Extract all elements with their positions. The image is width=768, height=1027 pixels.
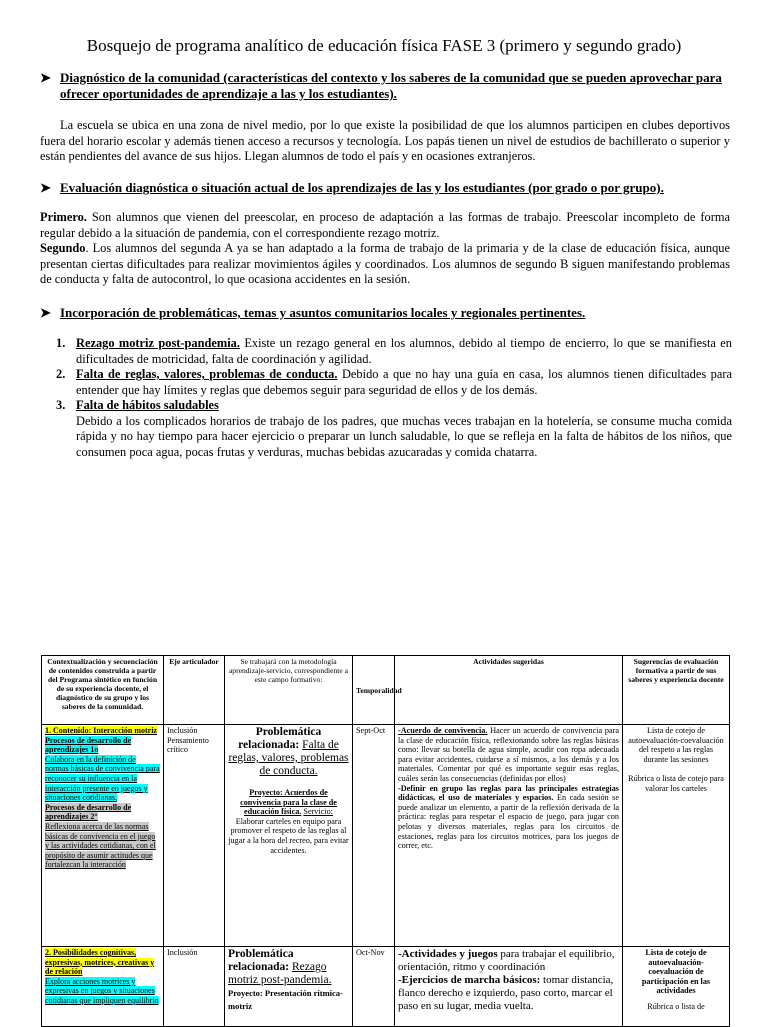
- cell-temporalidad: Oct-Nov: [353, 947, 395, 1027]
- header-contextualizacion: Contextualización y secuenciación de contenidos construida a partir del Programa sintético en función de su experiencia docente, el diagnóstico de su grupo y los saberes de la comunidad.: [42, 656, 164, 725]
- header-actividades: Actividades sugeridas: [395, 656, 623, 725]
- segundo-paragraph: Segundo. Los alumnos del segunda A ya se han adaptado a la forma de trabajo de la primaria y de la clase de educación física, aunque presentan ciertas dificultades para realizar movimientos ágiles y coordinados. Los alumnos de segundo B siguen manifestando problemas de conducta y falta de autocontrol, lo que ocasiona accidentes en la sesión.: [40, 241, 730, 286]
- program-table: [41, 655, 730, 1027]
- list-item: 1. Rezago motriz post-pandemia. Existe un rezago general en los alumnos, debido al tiempo de encierro, lo que se manifiesta en dificultades de motricidad, falta de coordinación y agilidad.: [56, 336, 732, 366]
- header-eje-articulador: Eje articulador: [164, 656, 225, 725]
- cell-actividades: -Actividades y juegos para trabajar el equilibrio, orientación, ritmo y coordinación -Ejercicios de marcha básicos: tomar distancia, flanco derecho e izquierdo, paso corto, marcar el paso en su lugar, media vuelta.: [395, 947, 623, 1027]
- table-row: [42, 947, 730, 1027]
- arrow-bullet-icon: ➤: [40, 70, 51, 85]
- problems-list: [56, 336, 732, 460]
- cell-temporalidad: Sept-Oct: [353, 725, 395, 947]
- header-temporalidad: Temporalidad: [353, 656, 395, 725]
- cell-metodologia: Problemática relacionada: Rezago motriz post-pandemia. Proyecto: Presentación rítmica-motriz: [225, 947, 353, 1027]
- cell-contenido: 1. Contenido: Interacción motriz Procesos de desarrollo de aprendizajes 1o Colabora en la definición de normas básicas de convivencia para reconocer su influencia en la interacción presente en juegos y situaciones cotidianas. Procesos de desarrollo de aprendizajes 2° Reflexiona acerca de las normas básicas de convivencia en el juego y las actividades cotidianas, con el propósito de asumir actitudes que fortalezcan la interacción: [42, 725, 164, 947]
- section-heading-evaluacion: ➤ Evaluación diagnóstica o situación actual de los aprendizajes de las y los estudiantes (por grado o por grupo).: [40, 180, 664, 195]
- list-item: 3. Falta de hábitos saludables Debido a los complicados horarios de trabajo de los padres, que muchas veces trabajan en la hotelería, se consume mucha comida rápida y no hay tiempo para hacer ejercicio o preparar un lunch saludable, lo que se refleja en la falta de hábitos de los niños, que consumen poca agua, pocas frutas y verduras, muchas bebidas azucaradas y comida chatarra.: [56, 398, 732, 459]
- paragraph-evaluacion: [40, 210, 730, 288]
- cell-evaluacion: Lista de cotejo de autoevaluación-coevaluación del respeto a las reglas durante las sesiones Rúbrica o lista de cotejo para valorar los carteles: [623, 725, 730, 947]
- section-heading-diagnostico: ➤ Diagnóstico de la comunidad (características del contexto y los saberes de la comunidad que se pueden aprovechar para ofrecer oportunidades de aprendizaje a las y los estudiantes).: [40, 70, 722, 101]
- document-title: Bosquejo de programa analítico de educación física FASE 3 (primero y segundo grado): [86, 36, 682, 55]
- header-evaluacion: Sugerencias de evaluación formativa a partir de sus saberes y experiencia docente: [623, 656, 730, 725]
- list-item: 2. Falta de reglas, valores, problemas de conducta. Debido a que no hay una guía en casa, los alumnos tienen dificultades para entender que hay límites y reglas que debemos seguir para seguridad de ellos y de los demás.: [56, 367, 732, 397]
- arrow-bullet-icon: ➤: [40, 180, 51, 195]
- cell-eje: Inclusión Pensamiento crítico: [164, 725, 225, 947]
- table-row: [42, 725, 730, 947]
- cell-eje: Inclusión: [164, 947, 225, 1027]
- primero-paragraph: Primero. Son alumnos que vienen del preescolar, en proceso de adaptación a las formas de trabajo. Preescolar incompleto de forma regular debido a la situación de pandemia, con el correspondiente rezago motriz.: [40, 210, 730, 240]
- cell-actividades: -Acuerdo de convivencia. Hacer un acuerdo de convivencia para la clase de educación física, reflexionando sobre las reglas básicas como: llevar su botella de agua simple, acudir con ropa adecuada para evitar accidentes, cuidarse a sí mismos, a los demás y a los materiales. Comentar por qué es importante seguir esas reglas, cuáles serán las consecuencias (definidas por ellos) -Definir en grupo las reglas para las principales estrategias didácticas, el uso de materiales y espacios. En cada sesión se puede analizar un elemento, a partir de la reflexión derivada de la práctica: reglas para respetar el espacio de juego, para jugar con pelotas y diversos materiales, reglas para los circuitos de estaciones, reglas para los circuitos motrices, para los juegos de correr, etc.: [395, 725, 623, 947]
- section-heading-incorporacion: ➤ Incorporación de problemáticas, temas y asuntos comunitarios locales y regionales pertinentes.: [40, 305, 586, 320]
- cell-evaluacion: Lista de cotejo de autoevaluación-coevaluación de participación en las actividades Rúbrica o lista de: [623, 947, 730, 1027]
- cell-contenido: 2. Posibilidades cognitivas, expresivas, motrices, creativas y de relación Explora acciones motrices y expresivas en juegos y situaciones cotidianas que impliquen equilibrio: [42, 947, 164, 1027]
- cell-metodologia: Problemática relacionada: Falta de reglas, valores, problemas de conducta. Proyecto: Acuerdos de convivencia para la clase de educación física. Servicio: Elaborar carteles en equipo para promover el respeto de las reglas al jugar a la hora del recreo, para evitar accidentes.: [225, 725, 353, 947]
- table-header-row: [42, 656, 730, 725]
- paragraph-diagnostico: La escuela se ubica en una zona de nivel medio, por lo que existe la posibilidad de que los alumnos participen en clubes deportivos fuera del horario escolar y además tienen acceso a recursos y tecnología. Los papás tienen un nivel de estudios de bachillerato o superior y están pendientes del avance de sus hijos. Llegan alumnos de todo el país y en ocasiones extranjeros.: [40, 118, 730, 163]
- arrow-bullet-icon: ➤: [40, 305, 51, 320]
- header-metodologia: Se trabajará con la metodología aprendizaje-servicio, correspondiente a este campo formativo:: [225, 656, 353, 725]
